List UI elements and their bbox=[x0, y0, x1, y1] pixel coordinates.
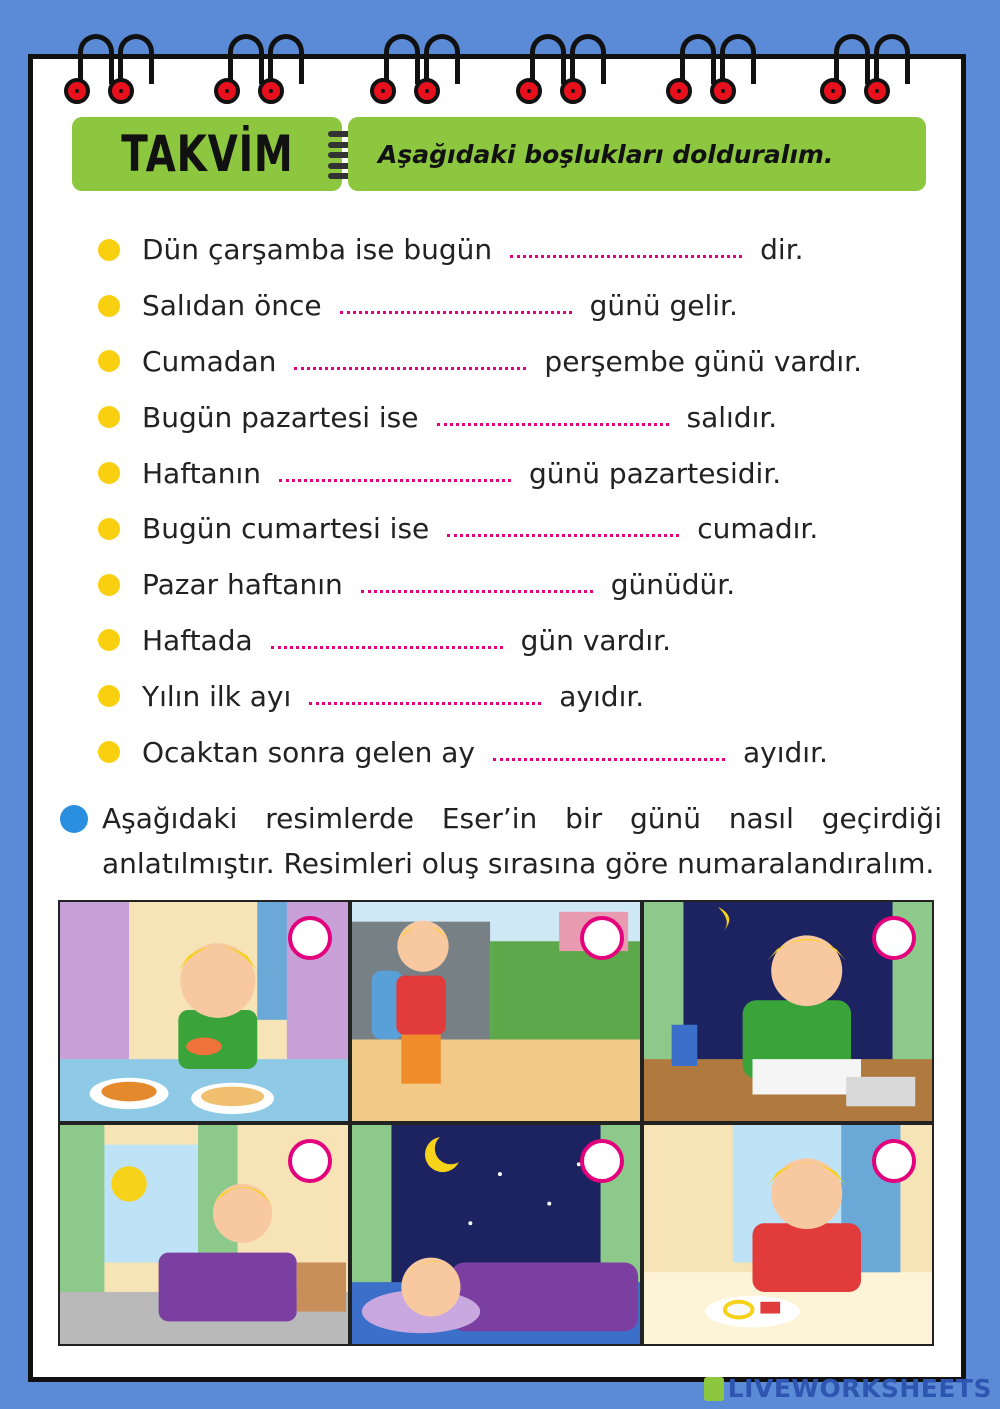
answer-blank[interactable] bbox=[447, 520, 679, 537]
bullet-icon bbox=[98, 462, 120, 484]
question-text-before: Yılın ilk ayı bbox=[142, 679, 292, 713]
question-text-after: gün vardır. bbox=[520, 623, 671, 657]
answer-blank[interactable] bbox=[437, 409, 669, 426]
picture-grid bbox=[58, 900, 934, 1346]
answer-blank[interactable] bbox=[361, 576, 593, 593]
question-text-after: ayıdır. bbox=[559, 679, 645, 713]
question-text-after: perşembe günü vardır. bbox=[544, 344, 862, 378]
ring-icon bbox=[366, 28, 466, 112]
footer-brand bbox=[704, 1374, 992, 1403]
answer-blank[interactable] bbox=[294, 353, 526, 370]
ring-icon bbox=[816, 28, 916, 112]
question-item bbox=[98, 445, 938, 501]
answer-blank[interactable] bbox=[271, 632, 503, 649]
question-text-before: Dün çarşamba ise bugün bbox=[142, 233, 493, 267]
ring-icon bbox=[512, 28, 612, 112]
bullet-icon bbox=[98, 574, 120, 596]
question-text-before: Haftanın bbox=[142, 456, 261, 490]
ring-icon bbox=[662, 28, 762, 112]
task-bullet-icon bbox=[60, 805, 88, 833]
question-list bbox=[98, 222, 938, 780]
picture-sleeping bbox=[350, 1123, 642, 1346]
bullet-icon bbox=[98, 239, 120, 261]
number-circle[interactable] bbox=[288, 1139, 332, 1183]
question-item bbox=[98, 501, 938, 557]
number-circle[interactable] bbox=[872, 916, 916, 960]
notebook-rings bbox=[60, 28, 940, 112]
question-text-after: ayıdır. bbox=[743, 735, 828, 769]
question-text-after: günü gelir. bbox=[589, 289, 738, 323]
bullet-icon bbox=[98, 518, 120, 540]
picture-eating-breakfast bbox=[642, 1123, 934, 1346]
header bbox=[72, 117, 926, 191]
ring-icon bbox=[60, 28, 160, 112]
question-item bbox=[98, 668, 938, 724]
question-text-before: Ocaktan sonra gelen ay bbox=[142, 735, 476, 769]
picture-walking-to-school bbox=[350, 900, 642, 1123]
number-circle[interactable] bbox=[288, 916, 332, 960]
picture-waking-up bbox=[58, 1123, 350, 1346]
question-text-after: günüdür. bbox=[610, 568, 736, 602]
page-title: TAKVİM bbox=[120, 125, 294, 183]
question-text-before: Bugün pazartesi ise bbox=[142, 400, 419, 434]
picture-eating-lunch bbox=[58, 900, 350, 1123]
brand-text: LIVEWORKSHEETS bbox=[727, 1374, 992, 1403]
question-text-before: Haftada bbox=[142, 623, 253, 657]
bullet-icon bbox=[98, 741, 120, 763]
number-circle[interactable] bbox=[580, 1139, 624, 1183]
answer-blank[interactable] bbox=[309, 688, 541, 705]
task-instruction: Aşağıdaki resimlerde Eser’in bir günü nasıl geçirdiği anlatılmıştır. Resimleri oluş sırasına göre numaralandıralım. bbox=[102, 802, 942, 880]
liveworksheets-logo-icon bbox=[704, 1377, 724, 1401]
question-item bbox=[98, 278, 938, 334]
answer-blank[interactable] bbox=[279, 465, 511, 482]
instruction-text: Aşağıdaki boşlukları dolduralım. bbox=[378, 139, 834, 169]
question-text-after: cumadır. bbox=[697, 512, 819, 546]
question-item bbox=[98, 222, 938, 278]
question-text-before: Cumadan bbox=[142, 344, 277, 378]
question-item bbox=[98, 724, 938, 780]
question-item bbox=[98, 613, 938, 669]
question-text-before: Bugün cumartesi ise bbox=[142, 512, 430, 546]
question-item bbox=[98, 557, 938, 613]
question-text-after: salıdır. bbox=[686, 400, 778, 434]
question-text-after: günü pazartesidir. bbox=[529, 456, 782, 490]
ring-icon bbox=[210, 28, 310, 112]
title-box bbox=[72, 117, 342, 191]
question-text-before: Pazar haftanın bbox=[142, 568, 343, 602]
question-item bbox=[98, 389, 938, 445]
number-circle[interactable] bbox=[872, 1139, 916, 1183]
answer-blank[interactable] bbox=[340, 297, 572, 314]
answer-blank[interactable] bbox=[493, 744, 725, 761]
bullet-icon bbox=[98, 685, 120, 707]
bullet-icon bbox=[98, 295, 120, 317]
question-text-before: Salıdan önce bbox=[142, 289, 322, 323]
instruction-box bbox=[348, 117, 926, 191]
bullet-icon bbox=[98, 350, 120, 372]
picture-doing-homework bbox=[642, 900, 934, 1123]
question-text-after: dir. bbox=[760, 233, 804, 267]
bullet-icon bbox=[98, 629, 120, 651]
number-circle[interactable] bbox=[580, 916, 624, 960]
bullet-icon bbox=[98, 406, 120, 428]
answer-blank[interactable] bbox=[510, 241, 742, 258]
question-item bbox=[98, 334, 938, 390]
